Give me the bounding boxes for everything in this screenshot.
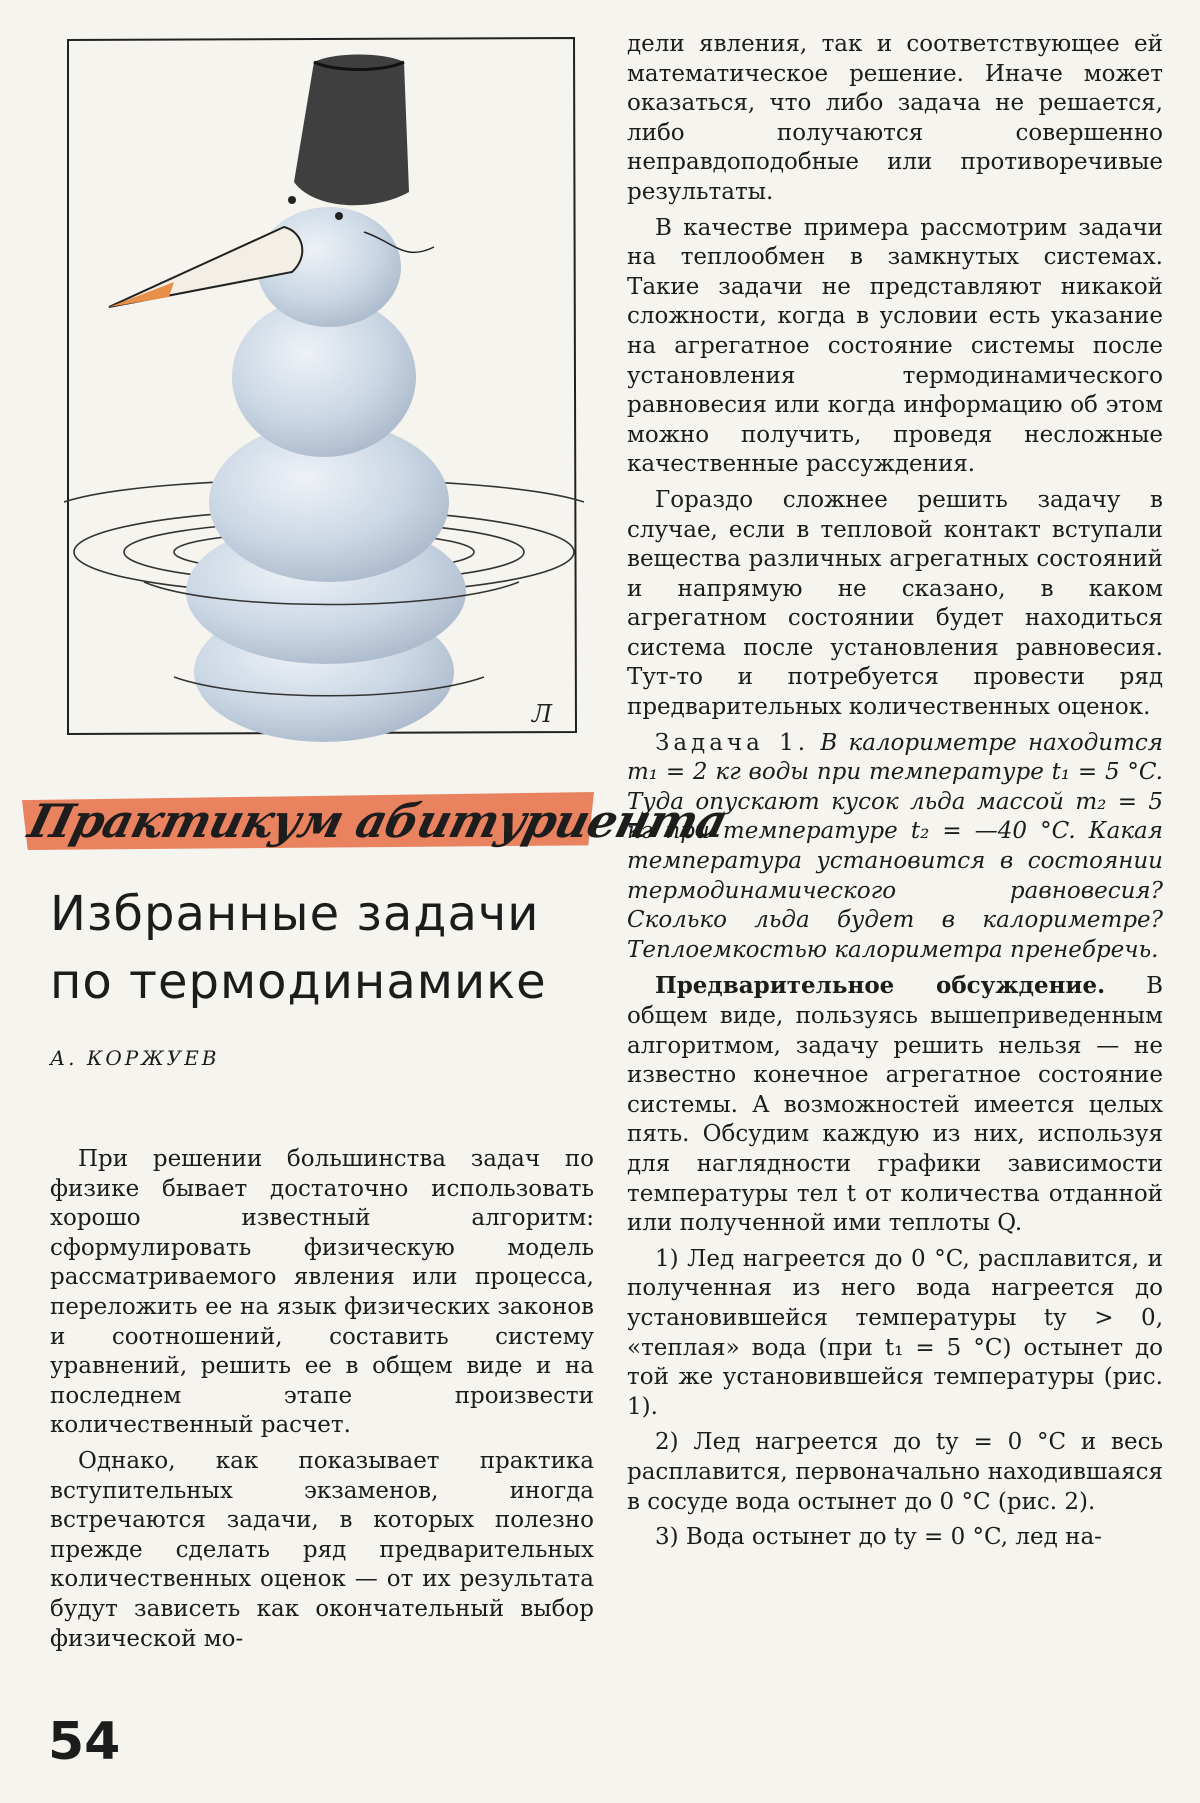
list-item: 3) Вода остынет до tу = 0 °C, лед на- <box>655 1524 1102 1551</box>
paragraph: Однако, как показывает практика вступительных экзаменов, иногда встречаются задачи, в которых полезно прежде сделать ряд предварительных количественных оценок — от их результата будут зависеть как окончательный выбор физической мо- <box>50 1447 594 1652</box>
paragraph: дели явления, так и соответствующее ей математическое решение. Иначе может оказаться, что либо задача не решается, либо получаются совершенно неправдоподобные или противоречивые результаты. <box>627 31 1163 205</box>
bucket-hat <box>294 55 409 206</box>
article-title <box>50 880 610 1016</box>
paragraph: Гораздо сложнее решить задачу в случае, если в тепловой контакт вступали вещества различных агрегатных состояний и напрямую не сказано, в каком агрегатном состоянии будет находиться система после установления равновесия. Тут-то и потребуется провести ряд предварительных количественных оценок. <box>627 486 1163 721</box>
rubric-label: Практикум абитуриента <box>23 794 733 848</box>
snowman-illustration <box>64 32 588 762</box>
author: А. КОРЖУЕВ <box>50 1046 220 1070</box>
paragraph: В качестве примера рассмотрим задачи на теплообмен в замкнутых системах. Такие задачи не представляют никакой сложности, когда в условии есть указание на агрегатное состояние системы после установления термодинамического равновесия или когда информацию об этом можно получить, проведя несложные качественные рассуждения. <box>627 214 1163 478</box>
discussion <box>627 971 1163 1238</box>
left-column <box>50 1145 594 1660</box>
page-number: 54 <box>48 1712 121 1772</box>
list-item: 1) Лед нагреется до 0 °C, расплавится, и полученная из него вода нагреется до установившейся температуры tу > 0, «теплая» вода (при t₁ = 5 °C) остынет до той же установившейся температуры (рис. 1). <box>627 1245 1163 1420</box>
eye-right <box>335 212 343 220</box>
list-item: 2) Лед нагреется до tу = 0 °C и весь расплавится, первоначально находившаяся в сосуде вода остынет до 0 °C (рис. 2). <box>627 1429 1163 1515</box>
right-column <box>627 30 1163 1559</box>
title-line-2: по термодинамике <box>50 954 547 1010</box>
problem-1 <box>627 729 1163 966</box>
eye-left <box>288 196 296 204</box>
title-line-1: Избранные задачи <box>50 886 540 942</box>
discussion-label: Предварительное обсуждение. <box>655 972 1106 1000</box>
discussion-text: В общем виде, пользуясь вышеприведенным алгоритмом, задачу решить нельзя — не известно конечное агрегатное состояние системы. А возможностей имеется целых пять. Обсудим каждую из них, используя для наглядности графики зависимости температуры тел t от количества отданной или полученной ими теплоты Q. <box>627 973 1164 1237</box>
problem-label: Задача 1. <box>655 729 810 756</box>
problem-text: В калориметре находится m₁ = 2 кг воды при температуре t₁ = 5 °C. Туда опускают кусок льда массой m₂ = 5 кг при температуре t₂ = —40 °C. Какая температура установится в состоянии термодинамического равновесия? Сколько льда будет в калориметре? Теплоемкостью калориметра пренебречь. <box>627 729 1164 963</box>
paragraph: При решении большинства задач по физике бывает достаточно использовать хорошо известный алгоритм: сформулировать физическую модель рассматриваемого явления или процесса, переложить ее на язык физических законов и соотношений, составить систему уравнений, решить ее в общем виде и на последнем этапе произвести количественный расчет. <box>50 1146 594 1439</box>
artist-signature: Л <box>532 700 553 728</box>
